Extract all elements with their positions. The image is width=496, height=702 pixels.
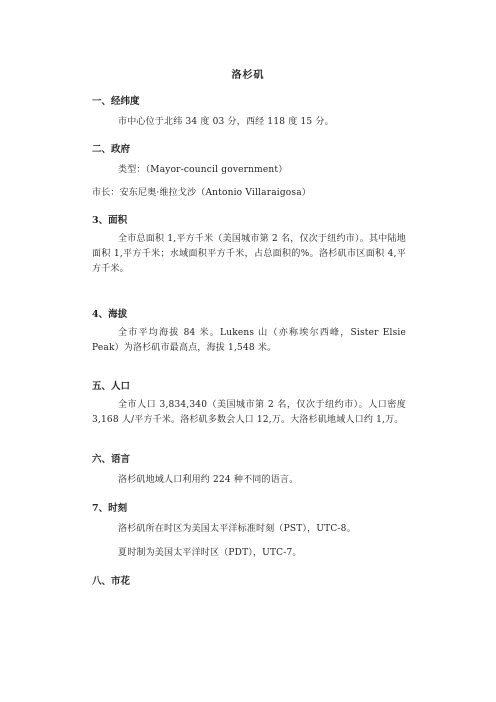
coordinates-text: 市中心位于北纬 34 度 03 分，西经 118 度 15 分。 — [118, 117, 334, 127]
language-text: 洛杉矶地域人口利用约 224 种不同的语言。 — [118, 475, 299, 485]
population-text: 全市人口 3,834,340（美国城市第 2 名，仅次于纽约市）。人口密度 3,168 人/平方千米。洛杉矶多数会人口 12,万。大洛杉矶地域人口约 1,万。 — [92, 400, 406, 425]
section-heading-language: 六、语言 — [92, 454, 131, 465]
section-heading-elevation: 4、海拔 — [92, 309, 128, 320]
section-heading-area: 3、面积 — [92, 215, 128, 226]
section-heading-city-flower: 八、市花 — [92, 576, 131, 587]
section-heading-government: 二、政府 — [92, 144, 131, 155]
time-daylight-text: 夏时制为美国太平洋时区（PDT），UTC-7。 — [118, 548, 302, 558]
section-heading-time: 7、时刻 — [92, 503, 128, 514]
section-heading-coordinates: 一、经纬度 — [92, 96, 140, 107]
elevation-text: 全市平均海拔 84 米。Lukens 山（亦称埃尔西峰，Sister Elsie Peak）为洛杉矶市最高点，海拔 1,548 米。 — [92, 328, 406, 353]
mayor-text: 市长：安东尼奥·维拉戈沙（Antonio Villaraigosa） — [92, 188, 311, 198]
document-title: 洛杉矶 — [231, 70, 265, 81]
time-standard-text: 洛杉矶所在时区为美国太平洋标准时刻（PST），UTC-8。 — [118, 524, 356, 534]
area-text: 全市总面积 1,平方千米（美国城市第 2 名，仅次于纽约市）。其中陆地面积 1,平方千米；水域面积平方千米，占总面积的%。洛杉矶市区面积 4,平方千米。 — [92, 234, 406, 274]
government-type-text: 类型：（Mayor-council government） — [118, 165, 288, 175]
section-heading-population: 五、人口 — [92, 381, 131, 392]
